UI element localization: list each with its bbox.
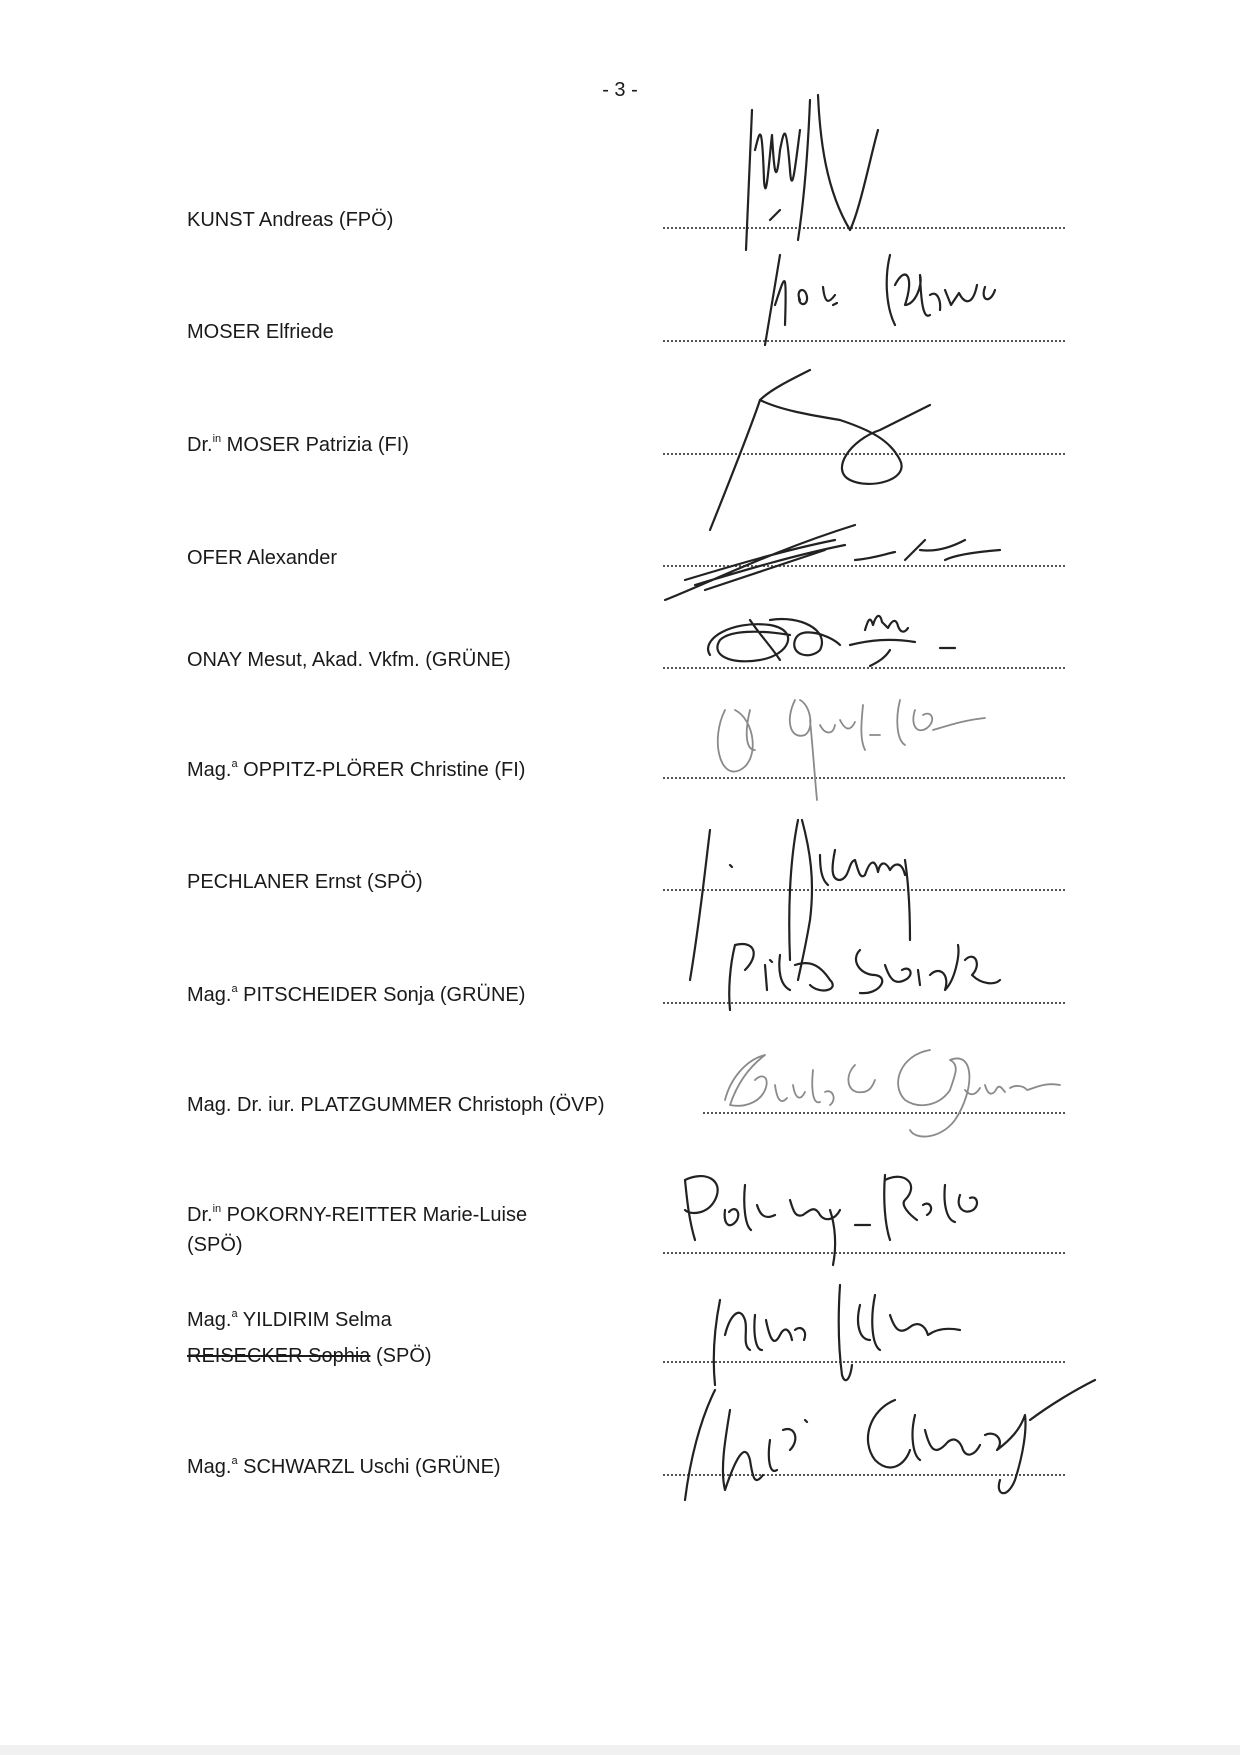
signature-line [663, 340, 1065, 342]
signature-line [663, 667, 1065, 669]
signature-line [703, 1112, 1065, 1114]
signatory-name: Dr.$^{in}$ POKORNY-REITTER Marie-Luise [187, 1203, 528, 1226]
signature-line [663, 453, 1065, 455]
signature-line [663, 565, 1065, 567]
signatory-name: MOSER Elfriede [187, 321, 334, 343]
signatory-name: OFER Alexander [187, 547, 338, 569]
signatory-row [0, 867, 1240, 927]
scan-edge [0, 1745, 1240, 1755]
signatory-name: Mag. Dr. iur. PLATZGUMMER Christoph (ÖVP) [187, 1094, 605, 1116]
signatory-row [0, 980, 1240, 1040]
struck-name: REISECKER Sophia [187, 1345, 371, 1367]
signatory-row [0, 755, 1240, 815]
signatory-name-line2: REISECKER Sophia (SPÖ) [187, 1345, 432, 1367]
signatory-row [0, 205, 1240, 265]
signatory-row [0, 317, 1240, 377]
signatory-name: Mag.$^a$ OPPITZ-PLÖRER Christine (FI) [187, 758, 526, 781]
signatory-row [0, 1090, 1240, 1150]
signature-line [663, 1002, 1065, 1004]
signature-line [663, 889, 1065, 891]
signature-line [663, 227, 1065, 229]
signatory-name: Mag.$^a$ PITSCHEIDER Sonja (GRÜNE) [187, 983, 526, 1006]
signatory-name: KUNST Andreas (FPÖ) [187, 209, 394, 231]
signatory-name: ONAY Mesut, Akad. Vkfm. (GRÜNE) [187, 649, 511, 671]
signatory-row [0, 1452, 1240, 1512]
signature-line [663, 777, 1065, 779]
signatory-row [0, 1200, 1240, 1260]
signatory-name: Dr.$^{in}$ MOSER Patrizia (FI) [187, 433, 409, 456]
signatory-name-line2: (SPÖ) [187, 1234, 243, 1256]
signature-line [663, 1252, 1065, 1254]
signatory-name: Mag.$^a$ SCHWARZL Uschi (GRÜNE) [187, 1455, 501, 1478]
signatory-row [0, 1305, 1240, 1365]
signatory-row [0, 430, 1240, 490]
signature-line [663, 1474, 1065, 1476]
page-number: - 3 - [602, 79, 638, 101]
signatory-name: Mag.$^a$ YILDIRIM Selma [187, 1308, 392, 1331]
signatory-row [0, 645, 1240, 705]
signatory-row [0, 543, 1240, 603]
signature-line [663, 1361, 1065, 1363]
signatory-name: PECHLANER Ernst (SPÖ) [187, 871, 423, 893]
